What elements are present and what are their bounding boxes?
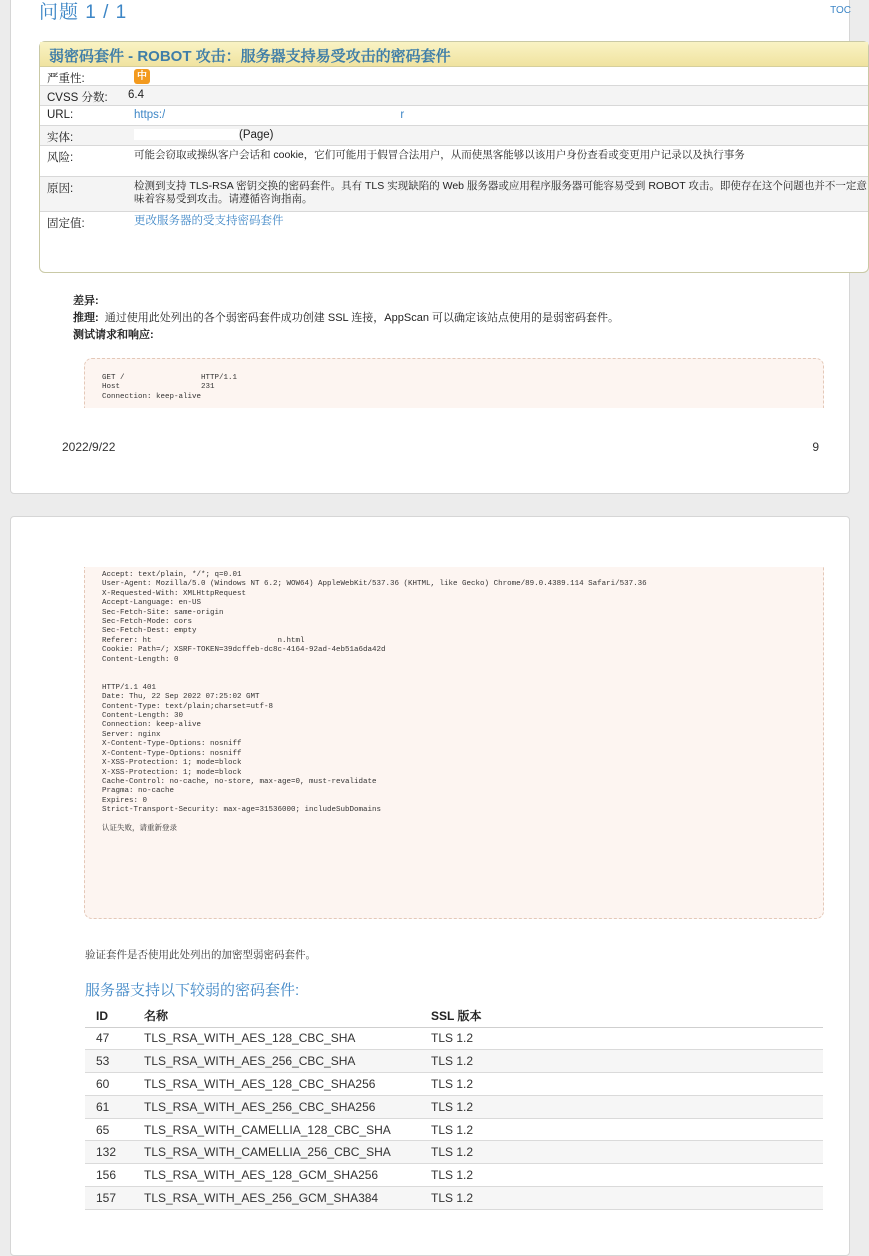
code-line: Pragma: no-cache [102, 787, 175, 796]
cipher-suites-table [85, 1005, 823, 1210]
report-page-1 [10, 0, 867, 494]
cell-id: 61 [85, 1095, 133, 1118]
code-line [102, 665, 823, 674]
code-line: Accept: text/plain, */*; q=0.01 [102, 571, 242, 579]
table-row [85, 1095, 823, 1118]
cell-name: TLS_RSA_WITH_AES_128_CBC_SHA [133, 1027, 420, 1050]
table-row [85, 1164, 823, 1187]
table-row [85, 1141, 823, 1164]
code-line: Server: nginx [102, 730, 161, 739]
property-severity [40, 67, 868, 86]
code-line: Accept-Language: en-US [102, 599, 202, 608]
property-label: URL: [47, 109, 74, 121]
code-line [102, 816, 823, 825]
code-line: Content-Length: 0 [102, 655, 179, 664]
code-line: Referer: ht n.html [102, 636, 305, 645]
code-line: Content-Length: 30 [102, 712, 184, 721]
code-line: Sec-Fetch-Site: same-origin [102, 608, 224, 617]
code-line: Connection: keep-alive [102, 721, 202, 730]
verify-text: 验证套件是否使用此处列出的加密型弱密码套件。 [85, 949, 316, 961]
code-line: Date: Thu, 22 Sep 2022 07:25:02 GMT [102, 693, 260, 702]
code-line: Sec-Fetch-Dest: empty [102, 627, 197, 636]
cell-name: TLS_RSA_WITH_AES_256_CBC_SHA256 [133, 1095, 420, 1118]
cell-name: TLS_RSA_WITH_AES_128_GCM_SHA256 [133, 1164, 420, 1187]
code-line: X-XSS-Protection: 1; mode=block [102, 768, 242, 777]
cause-text: 检测到支持 TLS-RSA 密钥交换的密码套件。具有 TLS 实现缺陷的 Web 服务器或应用程序服务器可能容易受到 ROBOT 攻击。即使存在这个问题也并不一定意味着容易受到攻击。请遵循咨询指南。 [134, 180, 867, 205]
code-line: Expires: 0 [102, 796, 148, 805]
entity-value: (Page) [239, 129, 274, 141]
table-row [85, 1187, 823, 1210]
column-header-id: ID [85, 1005, 133, 1027]
issue-header: 弱密码套件 - ROBOT 攻击：服务器支持易受攻击的密码套件 [40, 42, 868, 67]
property-label: 固定值: [47, 218, 85, 230]
property-cvss [40, 86, 868, 106]
table-row [85, 1050, 823, 1073]
risk-text: 可能会窃取或操纵客户会话和 cookie，它们可能用于假冒合法用户，从而使黑客能够以该用户身份查看或变更用户记录以及执行事务 [134, 149, 745, 161]
cell-ver: TLS 1.2 [420, 1073, 823, 1096]
weak-suites-title: 服务器支持以下较弱的密码套件: [85, 982, 300, 999]
diff-label: 差异: [73, 295, 99, 307]
cell-id: 60 [85, 1073, 133, 1096]
severity-badge: 中 [134, 69, 150, 84]
code-line: X-Content-Type-Options: nosniff [102, 740, 242, 749]
property-label: 实体: [47, 132, 74, 144]
property-cause [40, 177, 868, 212]
cell-ver: TLS 1.2 [420, 1118, 823, 1141]
code-line: X-Requested-With: XMLHttpRequest [102, 589, 247, 598]
property-label: 原因: [47, 183, 74, 195]
code-line [102, 674, 823, 683]
property-label: 严重性: [47, 73, 85, 85]
test-request-label: 测试请求和响应: [73, 329, 154, 341]
cell-ver: TLS 1.2 [420, 1187, 823, 1210]
cvss-score: 6.4 [128, 89, 144, 101]
issue-details-box [39, 41, 869, 273]
cell-ver: TLS 1.2 [420, 1141, 823, 1164]
property-url [40, 106, 868, 126]
column-header-ssl-version: SSL 版本 [420, 1005, 823, 1027]
footer-date: 2022/9/22 [62, 440, 116, 454]
property-label: CVSS 分数: [47, 92, 108, 104]
cell-id: 157 [85, 1187, 133, 1210]
issue-counter-title: 问题 1 / 1 [39, 2, 128, 23]
property-entity [40, 126, 868, 146]
footer-page-number: 9 [812, 440, 819, 454]
cell-ver: TLS 1.2 [420, 1095, 823, 1118]
table-row [85, 1027, 823, 1050]
code-line: X-XSS-Protection: 1; mode=block [102, 759, 242, 768]
http-response-code [84, 567, 824, 919]
property-label: 风险: [47, 152, 74, 164]
code-line: X-Content-Type-Options: nosniff [102, 749, 242, 758]
code-line: 认证失败，请重新登录 [102, 824, 177, 833]
cell-name: TLS_RSA_WITH_AES_256_GCM_SHA384 [133, 1187, 420, 1210]
difference-section [73, 293, 619, 344]
cell-id: 53 [85, 1050, 133, 1073]
cell-id: 47 [85, 1027, 133, 1050]
code-line: User-Agent: Mozilla/5.0 (Windows NT 6.2; WOW64) AppleWebKit/537.36 (KHTML, like Gecko) Chrome/89.0.4389.114 Safari/537.36 [102, 580, 647, 589]
table-row [85, 1073, 823, 1096]
code-line: Content-Type: text/plain;charset=utf-8 [102, 702, 274, 711]
cell-name: TLS_RSA_WITH_CAMELLIA_128_CBC_SHA [133, 1118, 420, 1141]
report-page-2 [10, 516, 850, 1256]
cell-id: 156 [85, 1164, 133, 1187]
code-line: Sec-Fetch-Mode: cors [102, 618, 193, 627]
cell-name: TLS_RSA_WITH_AES_128_CBC_SHA256 [133, 1073, 420, 1096]
cell-ver: TLS 1.2 [420, 1027, 823, 1050]
cell-id: 65 [85, 1118, 133, 1141]
table-header-row [85, 1005, 823, 1027]
column-header-name: 名称 [133, 1005, 420, 1027]
http-request-code: GET / HTTP/1.1 Host 231 Connection: keep-alive [84, 358, 824, 408]
url-link[interactable]: https:/ r [134, 109, 405, 121]
cell-id: 132 [85, 1141, 133, 1164]
fix-link[interactable]: 更改服务器的受支持密码套件 [134, 215, 284, 227]
cell-ver: TLS 1.2 [420, 1164, 823, 1187]
reasoning-text: 通过使用此处列出的各个弱密码套件成功创建 SSL 连接，AppScan 可以确定该站点使用的是弱密码套件。 [104, 312, 619, 324]
code-line: HTTP/1.1 401 [102, 683, 157, 692]
cell-name: TLS_RSA_WITH_AES_256_CBC_SHA [133, 1050, 420, 1073]
property-risk [40, 146, 868, 177]
code-line: Cookie: Path=/; XSRF-TOKEN=39dcffeb-dc8c-4164-92ad-4eb51a6da42d [102, 646, 386, 655]
code-line: Cache-Control: no-cache, no-store, max-age=0, must-revalidate [102, 777, 377, 786]
property-fix [40, 212, 868, 233]
table-row [85, 1118, 823, 1141]
code-line: Strict-Transport-Security: max-age=31536000; includeSubDomains [102, 806, 382, 815]
reasoning-label: 推理: [73, 312, 99, 324]
toc-link[interactable]: TOC [830, 5, 851, 16]
cell-ver: TLS 1.2 [420, 1050, 823, 1073]
cell-name: TLS_RSA_WITH_CAMELLIA_256_CBC_SHA [133, 1141, 420, 1164]
